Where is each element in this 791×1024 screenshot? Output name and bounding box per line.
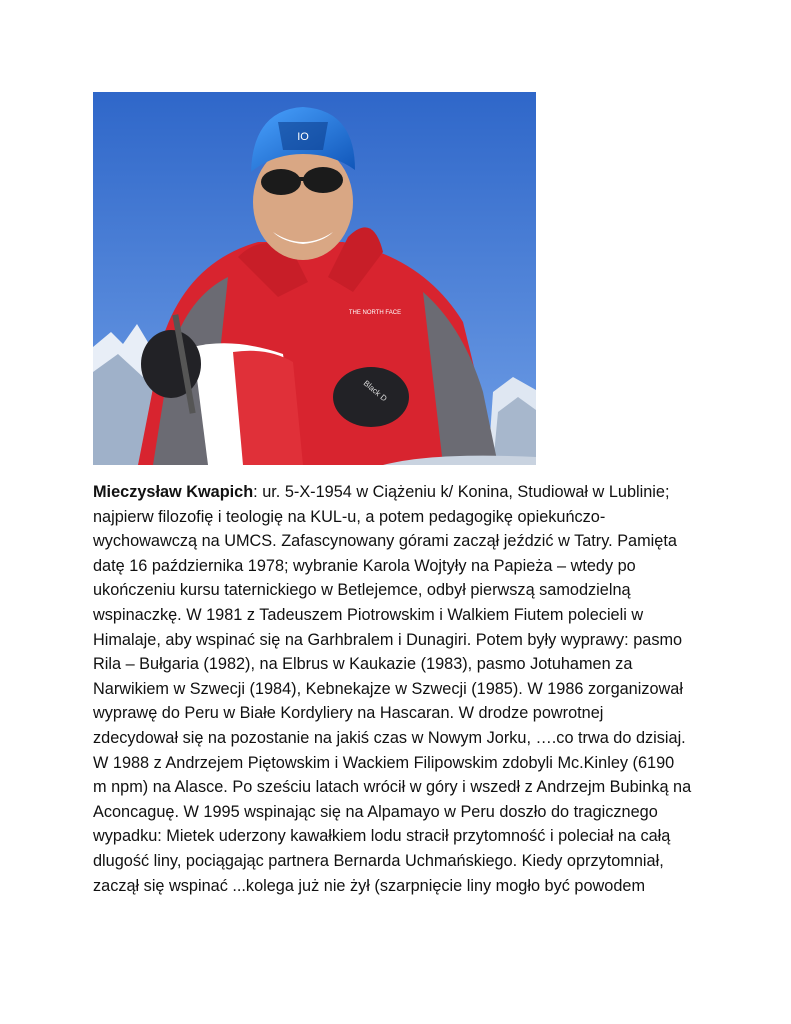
climber-photo-illustration — [93, 92, 536, 465]
text-line: najpierw filozofię i teologię na KUL-u, a potem pedagogikę opiekuńczo- — [93, 507, 606, 526]
text-line: wypadku: Mietek uderzony kawałkiem lodu stracił przytomność i poleciał na całą — [93, 827, 671, 846]
text-line: wyprawę do Peru w Białe Kordyliery na Hascaran. W drodze powrotnej — [93, 704, 604, 723]
glove-text: Black D — [361, 378, 389, 404]
text-line: Himalaje, aby wspinać się na Garhbralem i Dunagiri. Potem były wyprawy: pasmo — [93, 630, 683, 649]
helmet-logo: IO — [297, 131, 309, 143]
text-line: ukończeniu kursu taternickiego w Betlejemce, odbył pierwszą samodzielną — [93, 581, 631, 600]
text-line: Narwikiem w Szwecji (1984), Kebnekajze w Szwecji (1985). W 1986 zorganizował — [93, 679, 683, 698]
text-line: zaczął się wspinać ...kolega już nie żył (szarpnięcie liny mogło być powodem — [93, 876, 646, 895]
text-line: dlugość liny, pociągając partnera Bernarda Uchmańskiego. Kiedy oprzytomniał, — [93, 851, 664, 870]
text-line: Aconcaguę. W 1995 wspinając się na Alpamayo w Peru doszło do tragicznego — [93, 802, 658, 821]
text-line: zdecydował się na pozostanie na jakiś czas w Nowym Jorku, ….co trwa do dzisiaj. — [93, 728, 686, 747]
text-line: W 1988 z Andrzejem Piętowskim i Wackiem Filipowskim zdobyli Mc.Kinley (6190 — [93, 753, 675, 772]
text-line: wychowawczą na UMCS. Zafascynowany górami zaczął jeździć w Tatry. Pamięta — [93, 532, 677, 551]
person-name: Mieczysław Kwapich — [93, 483, 254, 501]
text-line: datę 16 października 1978; wybranie Karola Wojtyły na Papieża – wtedy po — [93, 556, 636, 575]
text-line: wspinaczkę. W 1981 z Tadeuszem Piotrowskim i Walkiem Fiutem polecieli w — [93, 605, 644, 624]
biography-text — [93, 480, 733, 898]
climber-photo — [93, 92, 536, 465]
text-line: Rila – Bułgaria (1982), na Elbrus w Kaukazie (1983), pasmo Jotuhamen za — [93, 655, 633, 674]
text-line-1: Mieczysław Kwapich: ur. 5-X-1954 w Ciążeniu k/ Konina, Studiował w Lublinie; — [93, 483, 670, 501]
jacket-logo: THE NORTH FACE — [348, 310, 402, 316]
text-line: m npm) na Alasce. Po sześciu latach wrócił w góry i wszedł z Andrzejm Bubinką na — [93, 778, 692, 797]
